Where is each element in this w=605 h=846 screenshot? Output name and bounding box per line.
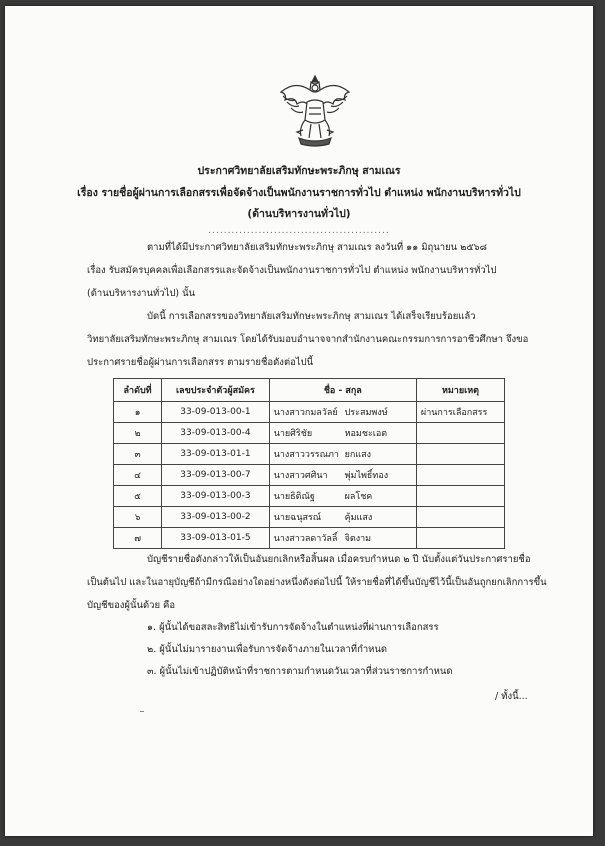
cell-remarks	[416, 465, 504, 486]
cell-full-name	[269, 423, 416, 444]
cell-applicant-id: 33-09-013-00-7	[162, 465, 270, 486]
first-name: นายฉนุสรณ์	[273, 513, 322, 523]
document-page	[5, 6, 593, 836]
paragraph-1-line-2: เรื่อง รับสมัครบุคคลเพื่อเลือกสรรและจัดจ้างเป็นพนักงานราชการทั่วไป ตำแหน่ง พนักงานบริหารทั่วไป	[87, 265, 497, 276]
cell-remarks: ผ่านการเลือกสรร	[416, 402, 504, 423]
cell-full-name	[269, 402, 416, 423]
paragraph-3-line-3: บัญชีของผู้นั้นด้วย คือ	[87, 600, 176, 611]
table-row	[114, 402, 505, 423]
header-applicant-id: เลขประจำตัวผู้สมัคร	[162, 379, 270, 402]
last-name: หอมชะเอต	[344, 429, 388, 439]
cell-full-name	[269, 528, 416, 549]
cell-full-name	[269, 465, 416, 486]
continued-marker: / ทั้งนี้...	[495, 691, 528, 702]
candidates-table	[113, 378, 505, 549]
announcement-subject: เรื่อง รายชื่อผู้ผ่านการเลือกสรรเพื่อจัดจ้างเป็นพนักงานราชการทั่วไป ตำแหน่ง พนักงานบริหารทั่วไป	[77, 187, 521, 199]
first-name: นางสาวลดาวัลลิ์	[273, 534, 338, 544]
last-name: ประสมพงษ์	[344, 408, 388, 418]
table-row	[114, 465, 505, 486]
paragraph-2-line-3: ประกาศรายชื่อผู้ผ่านการเลือกสรร ตามรายชื่อดังต่อไปนี้	[87, 357, 314, 368]
cell-order: ๒	[114, 423, 162, 444]
title-divider: ...............................................	[208, 226, 390, 236]
table-row	[114, 507, 505, 528]
header-remarks: หมายเหตุ	[416, 379, 504, 402]
condition-item: ๑. ผู้นั้นได้ขอสละสิทธิไม่เข้ารับการจัดจ้างในตำแหน่งที่ผ่านการเลือกสรร	[147, 622, 439, 633]
cell-order: ๗	[114, 528, 162, 549]
cell-applicant-id: 33-09-013-00-3	[162, 486, 270, 507]
cell-remarks	[416, 528, 504, 549]
table-row	[114, 486, 505, 507]
scan-mark	[140, 711, 144, 712]
first-name: นายศิริชัย	[273, 429, 313, 439]
cell-remarks	[416, 423, 504, 444]
cell-applicant-id: 33-09-013-00-1	[162, 402, 270, 423]
first-name: นางสาวกมลวัลย์	[273, 408, 338, 418]
cell-order: ๓	[114, 444, 162, 465]
cell-remarks	[416, 444, 504, 465]
first-name: นายธิติณัฐ	[273, 492, 315, 502]
first-name: นางสาวศศินา	[273, 471, 328, 481]
cell-applicant-id: 33-09-013-01-1	[162, 444, 270, 465]
last-name: คุ้มแสง	[344, 513, 373, 523]
cell-order: ๖	[114, 507, 162, 528]
last-name: จิตงาม	[344, 534, 372, 544]
cell-order: ๕	[114, 486, 162, 507]
last-name: ยกแสง	[344, 450, 371, 460]
table-row	[114, 444, 505, 465]
cell-full-name	[269, 444, 416, 465]
table-header-row	[114, 379, 505, 402]
condition-item: ๓. ผู้นั้นไม่เข้าปฏิบัติหน้าที่ราชการตามกำหนดวันเวลาที่ส่วนราชการกำหนด	[147, 666, 453, 677]
announcement-title: ประกาศวิทยาลัยเสริมทักษะพระภิกษุ สามเณร	[197, 165, 401, 177]
paragraph-3-line-2: เป็นต้นไป และในอายุบัญชีถ้ามีกรณีอย่างใดอย่างหนึ่งดังต่อไปนี้ ให้รายชื่อที่ได้ขึ้นบัญชีไว้นี้เป็นอันถูกยกเลิกการขึ้น	[87, 577, 547, 588]
first-name: นางสาววรรณภา	[273, 450, 339, 460]
last-name: พุ่มไพธิ์ทอง	[344, 471, 389, 481]
cell-full-name	[269, 507, 416, 528]
header-order: ลำดับที่	[114, 379, 162, 402]
condition-item: ๒. ผู้นั้นไม่มารายงานเพื่อรับการจัดจ้างภายในเวลาที่กำหนด	[147, 644, 388, 655]
announcement-subject-detail: (ด้านบริหารงานทั่วไป)	[247, 208, 351, 220]
table-row	[114, 528, 505, 549]
cell-applicant-id: 33-09-013-00-2	[162, 507, 270, 528]
last-name: ผลโชค	[344, 492, 373, 502]
paragraph-1-line-3: (ด้านบริหารงานทั่วไป) นั้น	[87, 288, 196, 299]
table-row	[114, 423, 505, 444]
cell-applicant-id: 33-09-013-01-5	[162, 528, 270, 549]
cell-order: ๔	[114, 465, 162, 486]
paragraph-3-line-1: บัญชีรายชื่อดังกล่าวให้เป็นอันยกเลิกหรือสิ้นผล เมื่อครบกำหนด ๒ ปี นับตั้งแต่วันประกาศรายชื่อ	[147, 554, 531, 565]
cell-remarks	[416, 486, 504, 507]
header-full-name: ชื่อ - สกุล	[269, 379, 416, 402]
cell-remarks	[416, 507, 504, 528]
cell-order: ๑	[114, 402, 162, 423]
cell-full-name	[269, 486, 416, 507]
garuda-emblem-icon	[275, 72, 355, 148]
paragraph-1-line-1: ตามที่ได้มีประกาศวิทยาลัยเสริมทักษะพระภิกษุ สามเณร ลงวันที่ ๑๑ มิถุนายน ๒๕๖๘	[147, 242, 487, 253]
cell-applicant-id: 33-09-013-00-4	[162, 423, 270, 444]
paragraph-2-line-2: วิทยาลัยเสริมทักษะพระภิกษุ สามเณร โดยได้รับมอบอำนาจจากสำนักงานคณะกรรมการการอาชีวศึกษา จึงขอ	[87, 334, 529, 345]
paragraph-2-line-1: บัดนี้ การเลือกสรรของวิทยาลัยเสริมทักษะพระภิกษุ สามเณร ได้เสร็จเรียบร้อยแล้ว	[147, 311, 476, 322]
